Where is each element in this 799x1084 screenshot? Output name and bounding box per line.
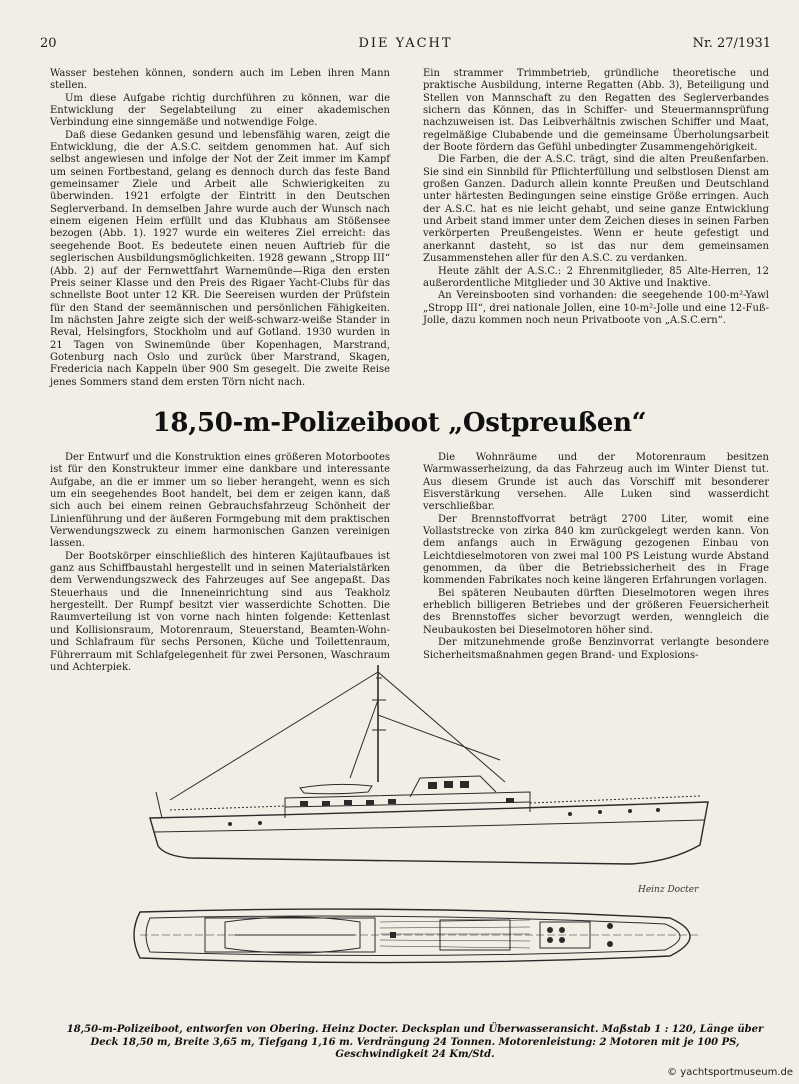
magazine-title: DIE YACHT: [358, 36, 453, 51]
paragraph: Wasser bestehen können, sondern auch im Leben ihren Mann stellen.: [50, 68, 390, 92]
designer-signature: Heinz Docter: [638, 885, 699, 895]
article1-column-left: [50, 68, 390, 389]
boat-drawing: [110, 660, 710, 995]
side-elevation: [150, 665, 708, 864]
article2-column-left: [50, 452, 390, 674]
boat-plan-figure: [110, 660, 710, 995]
page-header: [40, 36, 771, 58]
article1-column-right: [423, 68, 769, 327]
paragraph: Bei späteren Neubauten dürften Dieselmotoren wegen ihres erheblich billigeren Betriebes und der größeren Feuersicherheit des Brennstoffes sicher bevorzugt werden, wenngleich die Neubaukosten bei Dieselmotoren höher sind.: [423, 587, 769, 636]
article-heading: 18,50-m-Polizeiboot „Ostpreußen“: [152, 408, 647, 438]
figure-caption: 18,50-m-Polizeiboot, entworfen von Obering. Heinz Docter. Decksplan und Überwasseransicht. Maßstab 1 : 120, Länge über Deck 18,50 m, Breite 3,65 m, Tiefgang 1,16 m. Verdrängung 24 Tonnen. Motorenleistung: 2 Motoren mit je 100 PS, Geschwindigkeit 24 Km/Std.: [66, 1024, 764, 1060]
paragraph: Ein strammer Trimmbetrieb, gründliche theoretische und praktische Ausbildung, interne Regatten (Abb. 3), Beteiligung und Stellen von Mannschaft zu den Regatten des Seglerverbandes sichern das Können, das in Schiffer- und Steuermannsprüfung nachzuweisen ist. Das Leibverhältnis zwischen Schiffer und Maat, regelmäßige Clubabende und die gemeinsame Überholungsarbeit der Boote fördern das Gefühl unbedingter Zusammengehörigkeit.: [423, 68, 769, 154]
watermark: © yachtsportmuseum.de: [667, 1067, 793, 1078]
paragraph: Der mitzunehmende große Benzinvorrat verlangte besondere Sicherheitsmaßnahmen gegen Brand- und Explosions-: [423, 637, 769, 661]
paragraph: Der Brennstoffvorrat beträgt 2700 Liter, womit eine Vollaststrecke von zirka 840 km zurückgelegt werden kann. Von dem anfangs auch in Erwägung gezogenen Einbau von Leichtdieselmotoren von zwei mal 100 PS Leistung wurde Abstand genommen, da über die Betriebssicherheit des in Frage kommenden Fabrikates noch keine längeren Erfahrungen vorlagen.: [423, 513, 769, 587]
paragraph: An Vereinsbooten sind vorhanden: die seegehende 100-m²-Yawl „Stropp III“, drei nationale Jollen, eine 10-m²-Jolle und eine 12-Fuß-Jolle, dazu kommen noch neun Privatboote von „A.S.C.ern“.: [423, 290, 769, 326]
paragraph: Die Farben, die der A.S.C. trägt, sind die alten Preußenfarben. Sie sind ein Sinnbild für Pflichterfüllung und selbstlosen Dienst am großen Ganzen. Dadurch allein konnte Preußen und Deutschland unter härtesten Bedingungen seine einstige Größe erringen. Auch der A.S.C. hat es nie leicht gehabt, und seine ganze Entwicklung und Arbeit stand immer unter dem Zeichen dieses in seinen Farben verkörperten Preußengeistes. Wenn er heute gefestigt und anerkannt dasteht, so ist das nur dem gemeinsamen Zusammenstehen aller für den A.S.C. zu verdanken.: [423, 154, 769, 265]
paragraph: Um diese Aufgabe richtig durchführen zu können, war die Entwicklung der Segelabteilung zu einer akademischen Verbindung eine sinngemäße und notwendige Folge.: [50, 92, 390, 129]
issue-number: Nr. 27/1931: [692, 36, 771, 51]
deck-plan: [134, 909, 700, 962]
paragraph: Daß diese Gedanken gesund und lebensfähig waren, zeigt die Entwicklung, die der A.S.C. seitdem genommen hat. Auf sich selbst angewiesen und infolge der Not der Zeit immer im Kampf um seinen Fortbestand, gelang es dennoch durch das feste Band gemeinsamer Ziele und Arbeit alle Schwierigkeiten zu überwinden. 1921 erfolgte der Eintritt in den Deutschen Seglerverband. In demselben Jahre wurde auch der Wunsch nach einem eigenen Heim erfüllt und das Klubhaus am Stößensee bezogen (Abb. 1). 1927 wurde ein weiteres Ziel erreicht: das seegehende Boot. Es bedeutete einen neuen Auftrieb für die seglerischen Ausbildungsmöglichkeiten. 1928 gewann „Stropp III“ (Abb. 2) auf der Fernwettfahrt Warnemünde—Riga den ersten Preis seiner Klasse und den Preis des Rigaer Yacht-Clubs für das schnellste Boot unter 12 KR. Die Seereisen wurden der Prüfstein für den Stand der seemännischen und persönlichen Fähigkeiten. Im nächsten Jahre zeigte sich der weiß-schwarz-weiße Stander in Reval, Helsingfors, Stockholm und auf Gotland. 1930 wurden in 21 Tagen von Swinemünde über Kopenhagen, Marstrand, Gotenburg nach Oslo und zurück über Marstrand, Skagen, Fredericia nach Kappeln über 900 Sm gesegelt. Die zweite Reise jenes Sommers stand dem ersten Törn nicht nach.: [50, 129, 390, 388]
paragraph: Der Bootskörper einschließlich des hinteren Kajütaufbaues ist ganz aus Schiffbaustahl hergestellt und in seinen Materialstärken dem Verwendungszweck des Fahrzeuges auf See angepaßt. Das Steuerhaus und die Inneneinrichtung sind aus Teakholz hergestellt. Der Rumpf besitzt vier wasserdichte Schotten. Die Raumverteilung ist von vorne nach hinten folgende: Kettenlast und Kollisionsraum, Motorenraum, Steuerstand, Beamten-Wohn- und Schlafraum für sechs Personen, Küche und Toilettenraum, Führerraum mit Schlafgelegenheit für zwei Personen, Waschraum und Achterpiek.: [50, 550, 390, 673]
page-number: 20: [40, 36, 57, 51]
paragraph: Der Entwurf und die Konstruktion eines größeren Motorbootes ist für den Konstrukteur immer eine dankbare und interessante Aufgabe, an die er immer um so lieber herangeht, wenn es sich um ein seegehendes Boot handelt, bei dem er zeigen kann, daß sich auch bei einem reinen Gebrauchsfahrzeug Schönheit der Linienführung und der äußeren Formgebung mit dem praktischen Verwendungszweck zu einem harmonischen Ganzen vereinigen lassen.: [50, 452, 390, 550]
paragraph: Die Wohnräume und der Motorenraum besitzen Warmwasserheizung, da das Fahrzeug auch im Winter Dienst tut. Aus diesem Grunde ist auch das Vorschiff mit besonderer Eisverstärkung versehen. Alle Luken sind wasserdicht verschließbar.: [423, 452, 769, 513]
article2-column-right: [423, 452, 769, 662]
paragraph: Heute zählt der A.S.C.: 2 Ehrenmitglieder, 85 Alte-Herren, 12 außerordentliche Mitglieder und 30 Aktive und Inaktive.: [423, 265, 769, 289]
